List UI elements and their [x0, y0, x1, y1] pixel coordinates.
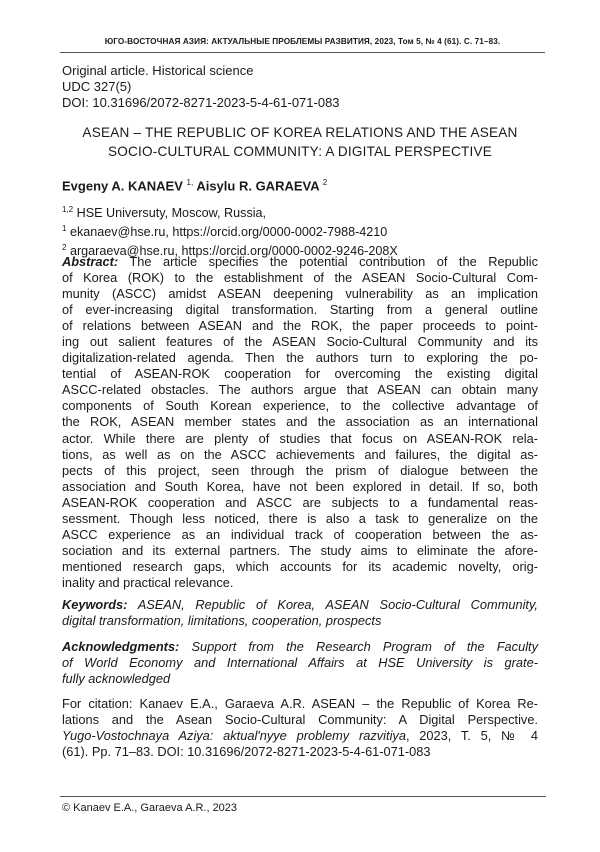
author-name: Evgeny A. KANAEV: [62, 178, 183, 193]
copyright: © Kanaev E.A., Garaeva A.R., 2023: [62, 802, 237, 814]
article-meta: [62, 63, 538, 111]
keywords: [62, 597, 538, 629]
abstract-line: components of South Korean experience, to the collective advantage of: [62, 398, 538, 414]
udc: UDC 327(5): [62, 79, 538, 95]
abstract-line: mentioned research gaps, which accounts for its academic novelty, orig-: [62, 559, 538, 575]
title-line: ASEAN – THE REPUBLIC OF KOREA RELATIONS AND THE ASEAN: [62, 123, 538, 142]
abstract-line: munity (ASCC) amidst ASEAN deepening vulnerability as an implication: [62, 286, 538, 302]
citation-line: (61). Pp. 71–83. DOI: 10.31696/2072-8271-2023-5-4-61-071-083: [62, 744, 538, 760]
abstract-line: actor. While there are plenty of studies that focus on ASEAN-ROK rela-: [62, 431, 538, 447]
abstract-line: inality and practical relevance.: [62, 575, 538, 591]
abstract-label: Abstract:: [62, 254, 118, 269]
abstract-line: of ever-increasing digital transformation. Starting from a general outline: [62, 302, 538, 318]
author-sup: 1,: [187, 178, 194, 187]
article-type: Original article. Historical science: [62, 63, 538, 79]
author-name: Aisylu R. GARAEVA: [196, 178, 319, 193]
abstract-line: digitalization-related agenda. Then the authors turn to exploring the po-: [62, 350, 538, 366]
citation-line: For citation: Kanaev E.A., Garaeva A.R. ASEAN – the Republic of Korea Re-: [62, 696, 538, 712]
abstract-line: ASCC experience as an individual track of cooperation between the as-: [62, 527, 538, 543]
acknowledgments: [62, 639, 538, 687]
citation-line: Yugo-Vostochnaya Aziya: aktual'nyye problemy razvitiya, 2023, T. 5, № 4: [62, 728, 538, 744]
footer-divider: [60, 796, 546, 797]
doi: DOI: 10.31696/2072-8271-2023-5-4-61-071-083: [62, 95, 538, 111]
affiliation-email-1: 1 ekanaev@hse.ru, https://orcid.org/0000-0002-7988-4210: [62, 221, 538, 240]
abstract-line: pects of this project, seen through the prism of dialogue between the: [62, 463, 538, 479]
abstract-line: of relations between ASEAN and the ROK, the paper proceeds to point-: [62, 318, 538, 334]
abstract-line: of Korea (ROK) to the establishment of the ASEAN Socio-Cultural Com-: [62, 270, 538, 286]
author-sup: 2: [323, 178, 327, 187]
ack-line: Acknowledgments: Support from the Research Program of the Faculty: [62, 639, 538, 655]
keywords-line: digital transformation, limitations, cooperation, prospects: [62, 613, 538, 629]
abstract-line: ing out salient features of the ASEAN Socio-Cultural Community and its: [62, 334, 538, 350]
abstract-line: ASEAN-ROK cooperation and ASCC are subjects to a fundamental reas-: [62, 495, 538, 511]
affiliation: 1,2 HSE Universuty, Moscow, Russia,: [62, 202, 538, 221]
abstract-line: Abstract: The article specifies the potential contribution of the Republic: [62, 254, 538, 270]
affiliations: [62, 202, 538, 260]
title-line: SOCIO-CULTURAL COMMUNITY: A DIGITAL PERSPECTIVE: [62, 142, 538, 161]
abstract-line: ASCC-related obstacles. The authors argue that ASEAN can obtain many: [62, 382, 538, 398]
keywords-line: Keywords: ASEAN, Republic of Korea, ASEAN Socio-Cultural Community,: [62, 597, 538, 613]
abstract-line: sociation and its external partners. The study aims to eliminate the afore-: [62, 543, 538, 559]
citation-line: lations and the Asean Socio-Cultural Community: A Digital Perspective.: [62, 712, 538, 728]
running-header: ЮГО-ВОСТОЧНАЯ АЗИЯ: АКТУАЛЬНЫЕ ПРОБЛЕМЫ РАЗВИТИЯ, 2023, Том 5, № 4 (61). С. 71–83.: [60, 37, 545, 46]
article-title: [62, 123, 538, 161]
abstract-line: association and South Korea, have not been explored in detail. If so, both: [62, 479, 538, 495]
authors: [62, 178, 538, 193]
abstract-line: the ROK, ASEAN member states and the association as an international: [62, 414, 538, 430]
ack-line: fully acknowledged: [62, 671, 538, 687]
abstract: [62, 254, 538, 591]
abstract-line: sessment. Though less noticed, there is also a task to generalize on the: [62, 511, 538, 527]
citation: [62, 696, 538, 760]
affiliation-email-2: 2 argaraeva@hse.ru, https://orcid.org/0000-0002-9246-208X: [62, 240, 538, 259]
header-divider: [60, 52, 545, 53]
abstract-line: tential of ASEAN-ROK cooperation for overcoming the existing digital: [62, 366, 538, 382]
abstract-line: tions, as well as on the ASCC achievements and failures, the digital as-: [62, 447, 538, 463]
ack-line: of World Economy and International Affairs at HSE University is grate-: [62, 655, 538, 671]
